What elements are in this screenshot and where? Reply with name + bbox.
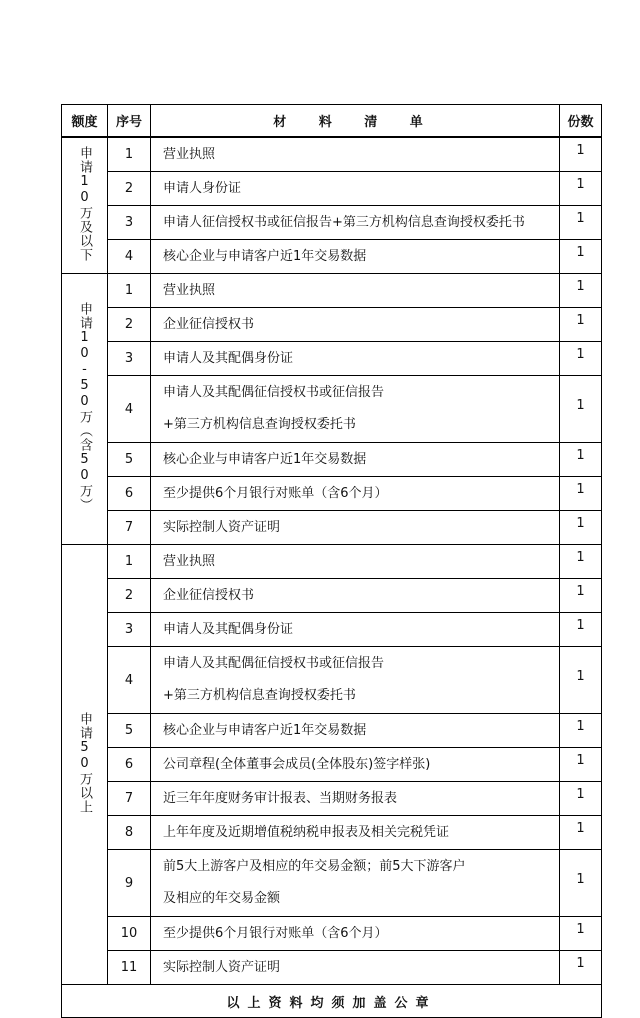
copies-value: 1 [576, 482, 585, 497]
material-item [151, 748, 560, 782]
copies-value: 1 [576, 787, 585, 802]
row-number: 3 [108, 613, 151, 647]
material-item-line: 申请人及其配偶身份证 [163, 621, 294, 637]
table-row [62, 206, 602, 240]
footer-note: 以上资料均须加盖公章 [62, 985, 602, 1018]
material-item [151, 376, 560, 443]
material-item [151, 443, 560, 477]
material-item [151, 545, 560, 579]
amount-group-text: 申请10-50万（含50万） [77, 302, 92, 512]
table-row [62, 308, 602, 342]
header-no: 序号 [108, 105, 151, 138]
amount-group-text: 申请10万及以下 [77, 145, 92, 262]
copies-count [560, 342, 602, 376]
material-item-line: 申请人及其配偶征信授权书或征信报告 [163, 656, 385, 671]
table-row [62, 172, 602, 206]
table-row [62, 511, 602, 545]
amount-group-label [62, 545, 108, 985]
copies-count [560, 308, 602, 342]
material-item-line: 企业征信授权书 [163, 316, 255, 332]
copies-value: 1 [576, 871, 585, 887]
copies-count [560, 850, 602, 917]
copies-value: 1 [576, 143, 585, 158]
table-row [62, 342, 602, 376]
copies-count [560, 477, 602, 511]
table-row [62, 647, 602, 714]
copies-value: 1 [576, 550, 585, 565]
copies-value: 1 [576, 584, 585, 599]
copies-value: 1 [576, 177, 585, 192]
row-number: 7 [108, 782, 151, 816]
copies-count [560, 951, 602, 985]
copies-value: 1 [576, 347, 585, 362]
copies-value: 1 [576, 922, 585, 937]
row-number: 11 [108, 951, 151, 985]
copies-value: 1 [576, 279, 585, 294]
row-number: 2 [108, 308, 151, 342]
material-item-line: 申请人及其配偶身份证 [163, 350, 294, 366]
copies-count [560, 579, 602, 613]
material-item [151, 274, 560, 308]
row-number: 9 [108, 850, 151, 917]
row-number: 5 [108, 714, 151, 748]
row-number: 1 [108, 545, 151, 579]
table-row [62, 137, 602, 172]
material-item [151, 477, 560, 511]
copies-count [560, 274, 602, 308]
copies-count [560, 376, 602, 443]
copies-count [560, 137, 602, 172]
row-number: 1 [108, 137, 151, 172]
copies-value: 1 [576, 245, 585, 260]
material-item [151, 172, 560, 206]
table-row [62, 917, 602, 951]
material-item [151, 951, 560, 985]
header-row [62, 105, 602, 138]
row-number: 4 [108, 376, 151, 443]
copies-value: 1 [576, 821, 585, 836]
material-item-line: 实际控制人资产证明 [163, 519, 281, 535]
footer-row [62, 985, 602, 1018]
material-item-line: 近三年年度财务审计报表、当期财务报表 [163, 790, 398, 806]
row-number: 6 [108, 748, 151, 782]
copies-value: 1 [576, 956, 585, 971]
material-item-line: 营业执照 [163, 553, 216, 569]
material-item-line: 前5大上游客户及相应的年交易金额；前5大下游客户 [163, 859, 466, 874]
table-row [62, 748, 602, 782]
material-item-line: 申请人身份证 [163, 180, 242, 196]
table-row [62, 477, 602, 511]
row-number: 7 [108, 511, 151, 545]
row-number: 3 [108, 342, 151, 376]
table-row [62, 850, 602, 917]
material-item-line: 核心企业与申请客户近1年交易数据 [163, 248, 367, 264]
materials-table [61, 104, 602, 1018]
copies-count [560, 647, 602, 714]
material-item [151, 342, 560, 376]
material-item [151, 782, 560, 816]
copies-count [560, 714, 602, 748]
copies-count [560, 613, 602, 647]
material-item-line: 核心企业与申请客户近1年交易数据 [163, 722, 367, 738]
row-number: 8 [108, 816, 151, 850]
table-row [62, 951, 602, 985]
material-item-line: 至少提供6个月银行对账单（含6个月） [163, 485, 388, 501]
copies-count [560, 545, 602, 579]
material-item [151, 579, 560, 613]
table-row [62, 274, 602, 308]
material-item [151, 137, 560, 172]
copies-count [560, 917, 602, 951]
copies-value: 1 [576, 448, 585, 463]
copies-value: 1 [576, 313, 585, 328]
copies-value: 1 [576, 516, 585, 531]
material-item-line: +第三方机构信息查询授权委托书 [163, 417, 356, 432]
material-item [151, 206, 560, 240]
table-row [62, 443, 602, 477]
copies-count [560, 511, 602, 545]
material-item-line: 营业执照 [163, 146, 216, 162]
header-amount: 额度 [62, 105, 108, 138]
material-item-line: 企业征信授权书 [163, 587, 255, 603]
material-item-line: 营业执照 [163, 282, 216, 298]
table-row [62, 376, 602, 443]
copies-count [560, 816, 602, 850]
copies-count [560, 240, 602, 274]
copies-count [560, 782, 602, 816]
copies-count [560, 443, 602, 477]
material-item [151, 240, 560, 274]
material-item [151, 511, 560, 545]
row-number: 2 [108, 579, 151, 613]
row-number: 1 [108, 274, 151, 308]
header-materials: 材 料 清 单 [151, 105, 560, 138]
row-number: 2 [108, 172, 151, 206]
table-row [62, 579, 602, 613]
material-item-line: 公司章程(全体董事会成员(全体股东)签字样张) [163, 756, 431, 772]
amount-group-label [62, 137, 108, 274]
material-item-line: 申请人及其配偶征信授权书或征信报告 [163, 385, 385, 400]
material-item [151, 613, 560, 647]
copies-count [560, 172, 602, 206]
material-item-line: 至少提供6个月银行对账单（含6个月） [163, 925, 388, 941]
copies-value: 1 [576, 753, 585, 768]
table-row [62, 240, 602, 274]
amount-group-text: 申请50万以上 [77, 711, 92, 814]
row-number: 3 [108, 206, 151, 240]
copies-value: 1 [576, 719, 585, 734]
table-row [62, 816, 602, 850]
row-number: 10 [108, 917, 151, 951]
copies-count [560, 748, 602, 782]
row-number: 6 [108, 477, 151, 511]
row-number: 4 [108, 240, 151, 274]
row-number: 4 [108, 647, 151, 714]
table-row [62, 613, 602, 647]
material-item-line: 及相应的年交易金额 [163, 891, 281, 906]
table-row [62, 782, 602, 816]
material-item [151, 850, 560, 917]
material-item [151, 308, 560, 342]
material-item-line: 上年年度及近期增值税纳税申报表及相关完税凭证 [163, 824, 450, 840]
material-item-line: +第三方机构信息查询授权委托书 [163, 688, 356, 703]
material-item [151, 917, 560, 951]
copies-count [560, 206, 602, 240]
row-number: 5 [108, 443, 151, 477]
header-copies: 份数 [560, 105, 602, 138]
table-row [62, 714, 602, 748]
copies-value: 1 [576, 397, 585, 413]
copies-value: 1 [576, 668, 585, 684]
material-item-line: 实际控制人资产证明 [163, 959, 281, 975]
material-item [151, 714, 560, 748]
material-item-line: 核心企业与申请客户近1年交易数据 [163, 451, 367, 467]
copies-value: 1 [576, 211, 585, 226]
material-item [151, 647, 560, 714]
material-item-line: 申请人征信授权书或征信报告+第三方机构信息查询授权委托书 [163, 214, 525, 230]
table-row [62, 545, 602, 579]
material-item [151, 816, 560, 850]
amount-group-label [62, 274, 108, 545]
copies-value: 1 [576, 618, 585, 633]
materials-table-body [62, 105, 602, 1018]
